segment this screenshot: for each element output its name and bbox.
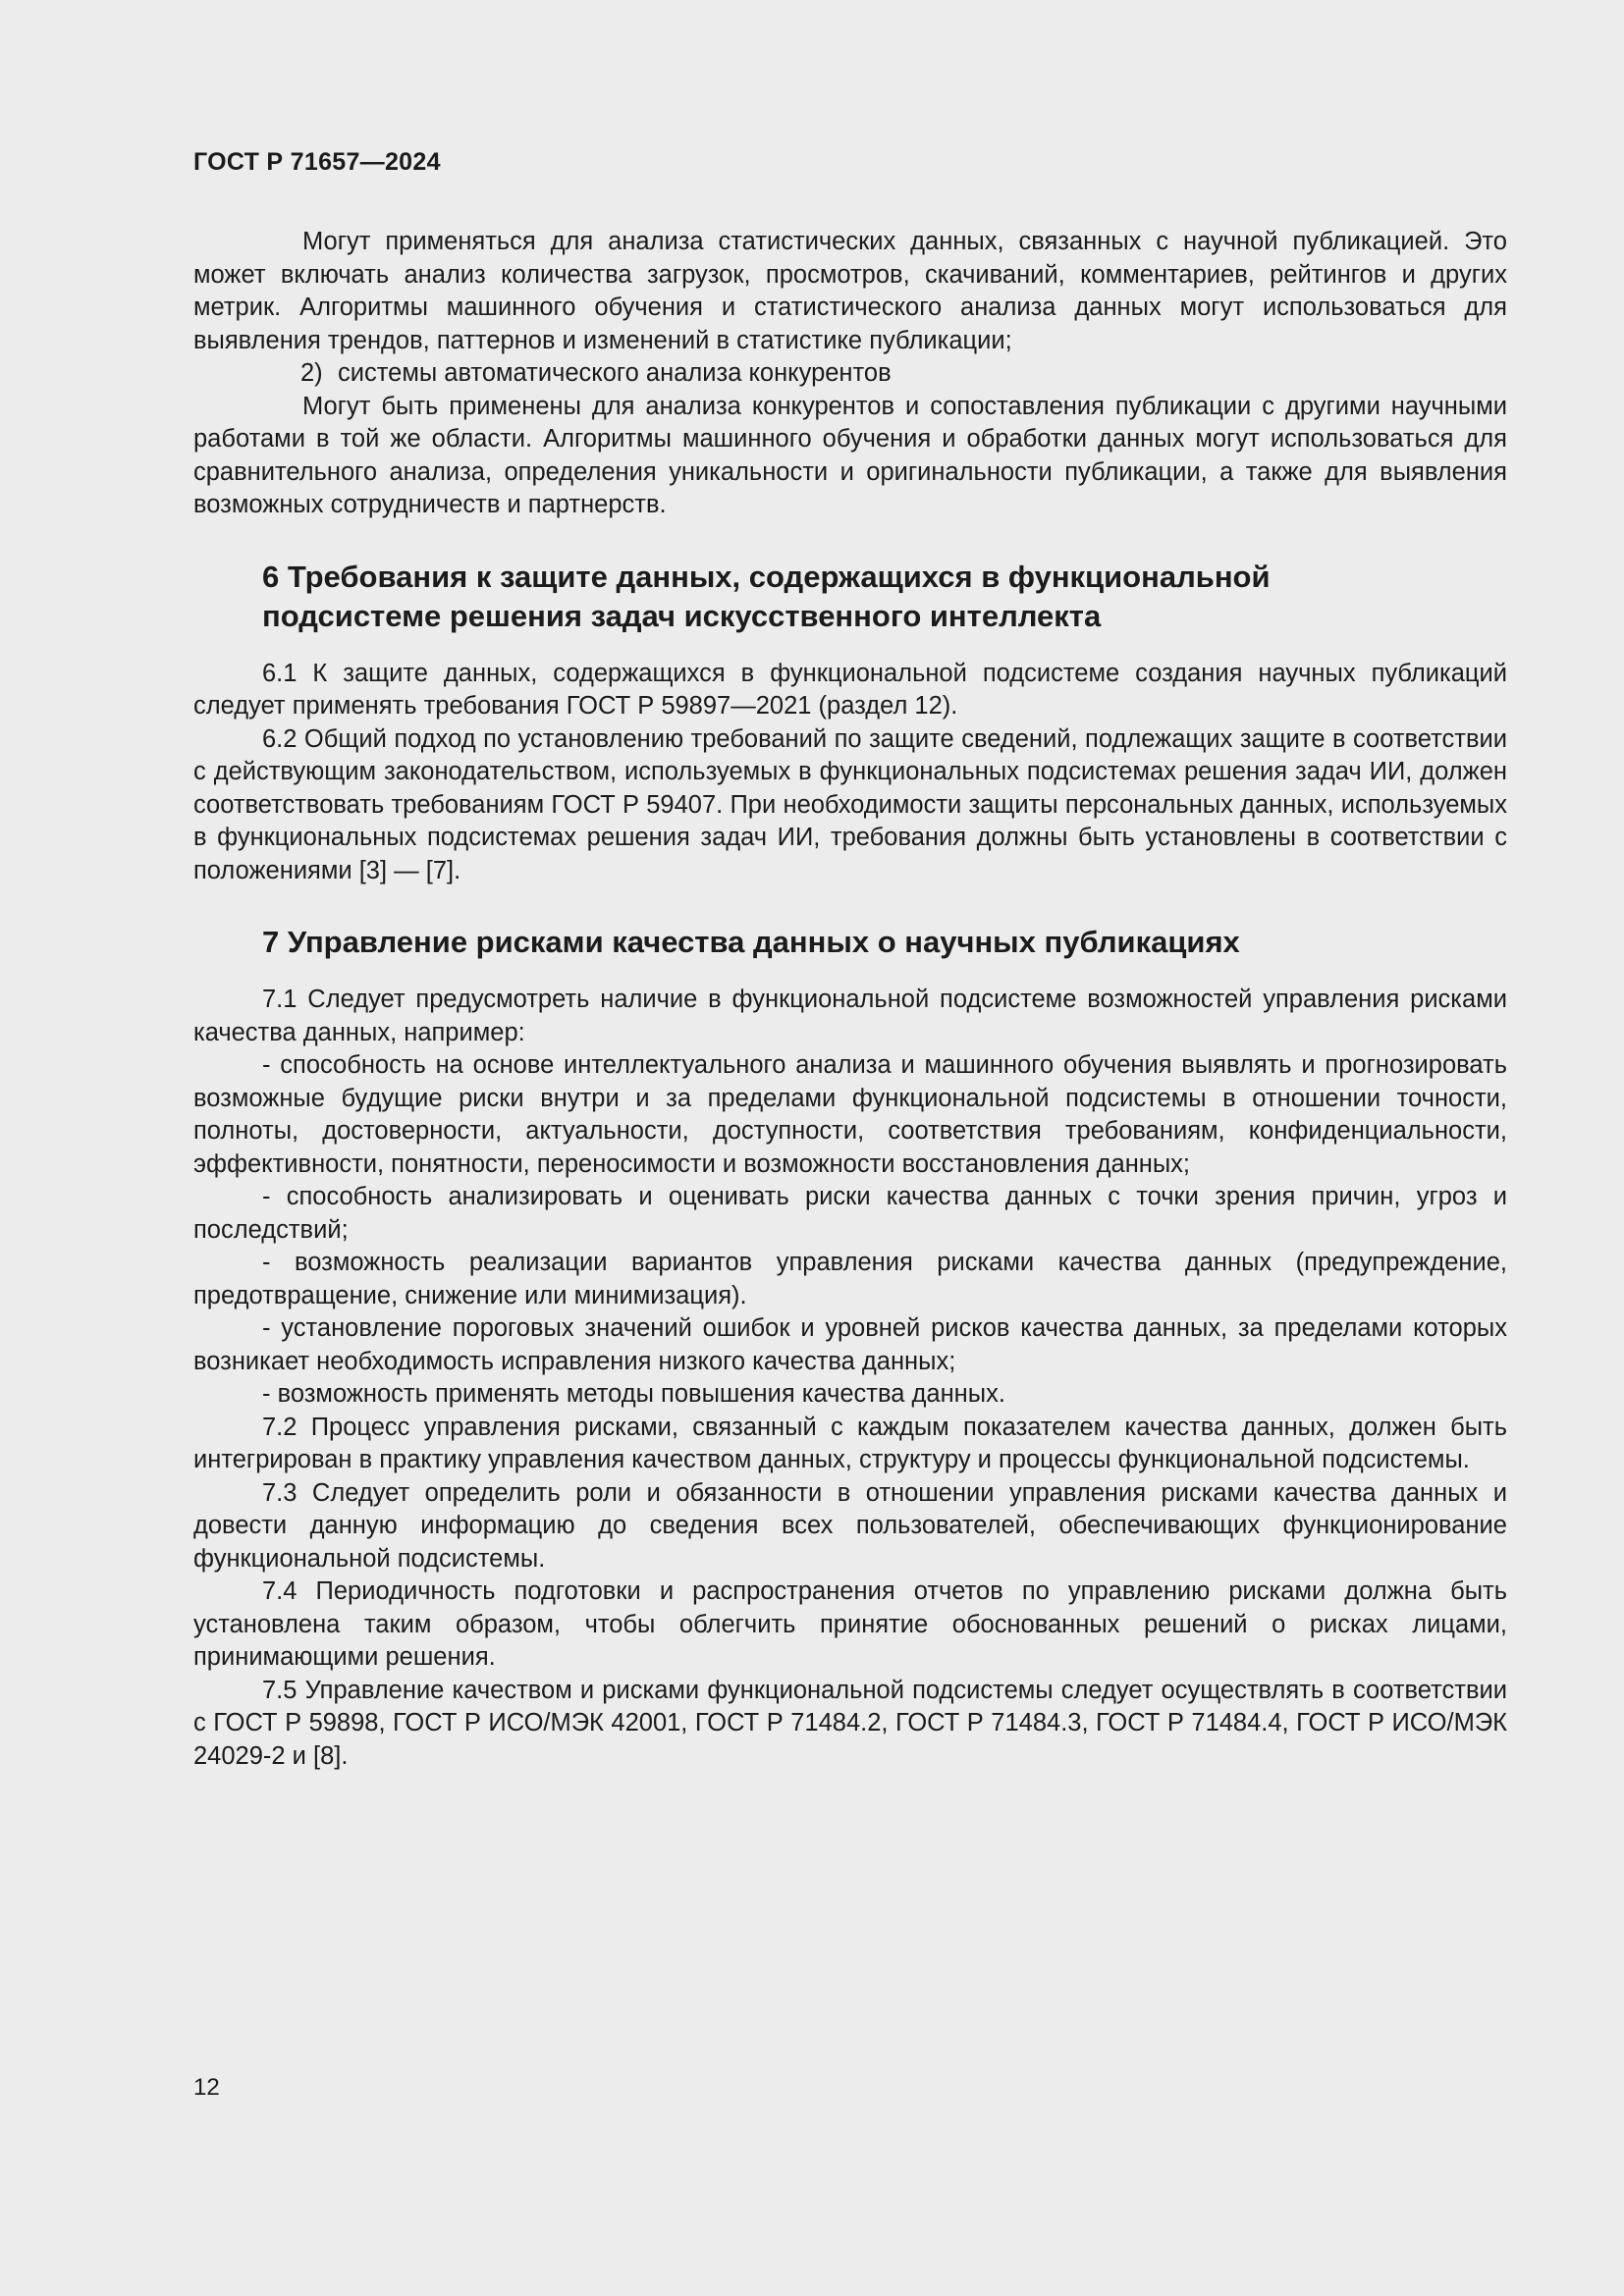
document-id-header: ГОСТ Р 71657—2024 (193, 148, 441, 176)
intro-paragraph-2: Могут быть применены для анализа конкурентов и сопоставления публикации с другими научными работами в той же области. Алгоритмы машинного обучения и обработки данных могут использоваться для сравнительного анализа, определения уникальности и оригинальности публикации, а также для выявления возможных сотрудничеств и партнерств. (193, 392, 1507, 518)
clause-7-4: 7.4 Периодичность подготовки и распространения отчетов по управлению рисками должна быть установлена таким образом, чтобы облегчить принятие обоснованных решений о рисках лицами, принимающими решения. (193, 1577, 1507, 1671)
list-item-number: 2) (300, 359, 323, 387)
bullet-item: - способность анализировать и оценивать риски качества данных с точки зрения причин, угроз и последствий; (193, 1183, 1507, 1244)
page-number: 12 (193, 2074, 220, 2101)
bullet-item: - установление пороговых значений ошибок и уровней рисков качества данных, за пределами которых возникает необходимость исправления низкого качества данных; (193, 1314, 1507, 1375)
clause-7-3: 7.3 Следует определить роли и обязанности в отношении управления рисками качества данных и довести данную информацию до сведения всех пользователей, обеспечивающих функционирование функциональной подсистемы. (193, 1478, 1507, 1573)
clause-6-2: 6.2 Общий подход по установлению требований по защите сведений, подлежащих защите в соответствии с действующим законодательством, используемых в функциональных подсистемах решения задач ИИ, должен соответствовать требованиям ГОСТ Р 59407. При необходимости защиты персональных данных, используемых в функциональных подсистемах решения задач ИИ, требования должны быть установлены в соответствии с положениями [3] — [7]. (193, 724, 1507, 884)
intro-paragraph-1: Могут применяться для анализа статистических данных, связанных с научной публикацией. Это может включать анализ количества загрузок, просмотров, скачиваний, комментариев, рейтингов и других метрик. Алгоритмы машинного обучения и статистического анализа данных могут использоваться для выявления трендов, паттернов и изменений в статистике публикации; (193, 228, 1507, 354)
section-7-heading: 7 Управление рисками качества данных о научных публикациях (262, 925, 1240, 959)
clause-7-2: 7.2 Процесс управления рисками, связанный с каждым показателем качества данных, должен быть интегрирован в практику управления качеством данных, структуру и процессы функциональной подсистемы. (193, 1413, 1507, 1473)
document-body (193, 226, 1507, 1773)
clause-7-1: 7.1 Следует предусмотреть наличие в функциональной подсистеме возможностей управления рисками качества данных, например: (193, 986, 1507, 1046)
intro-list-item-2 (193, 357, 1507, 391)
clause-6-1: 6.1 К защите данных, содержащихся в функциональной подсистеме создания научных публикаций следует применять требования ГОСТ Р 59897—2021 (раздел 12). (193, 659, 1507, 720)
clause-7-5: 7.5 Управление качеством и рисками функциональной подсистемы следует осуществлять в соответствии с ГОСТ Р 59898, ГОСТ Р ИСО/МЭК 42001, ГОСТ Р 71484.2, ГОСТ Р 71484.3, ГОСТ Р 71484.4, ГОСТ Р ИСО/МЭК 24029-2 и [8]. (193, 1676, 1507, 1770)
bullet-item: - способность на основе интеллектуального анализа и машинного обучения выявлять и прогнозировать возможные будущие риски внутри и за пределами функциональной подсистемы в отношении точности, полноты, достоверности, актуальности, доступности, соответствия требованиям, конфиденциальности, эффективности, понятности, переносимости и возможности восстановления данных; (193, 1051, 1507, 1178)
section-6-heading-line-1: 6 Требования к защите данных, содержащихся в функциональной (262, 559, 1271, 594)
bullet-item: - возможность реализации вариантов управления рисками качества данных (предупреждение, предотвращение, снижение или минимизация). (193, 1249, 1507, 1309)
bullet-item: - возможность применять методы повышения качества данных. (262, 1380, 1005, 1408)
list-item-text: системы автоматического анализа конкурентов (338, 359, 892, 387)
section-6-heading (193, 558, 1507, 636)
section-6-heading-line-2: подсистеме решения задач искусственного интеллекта (262, 598, 1102, 633)
